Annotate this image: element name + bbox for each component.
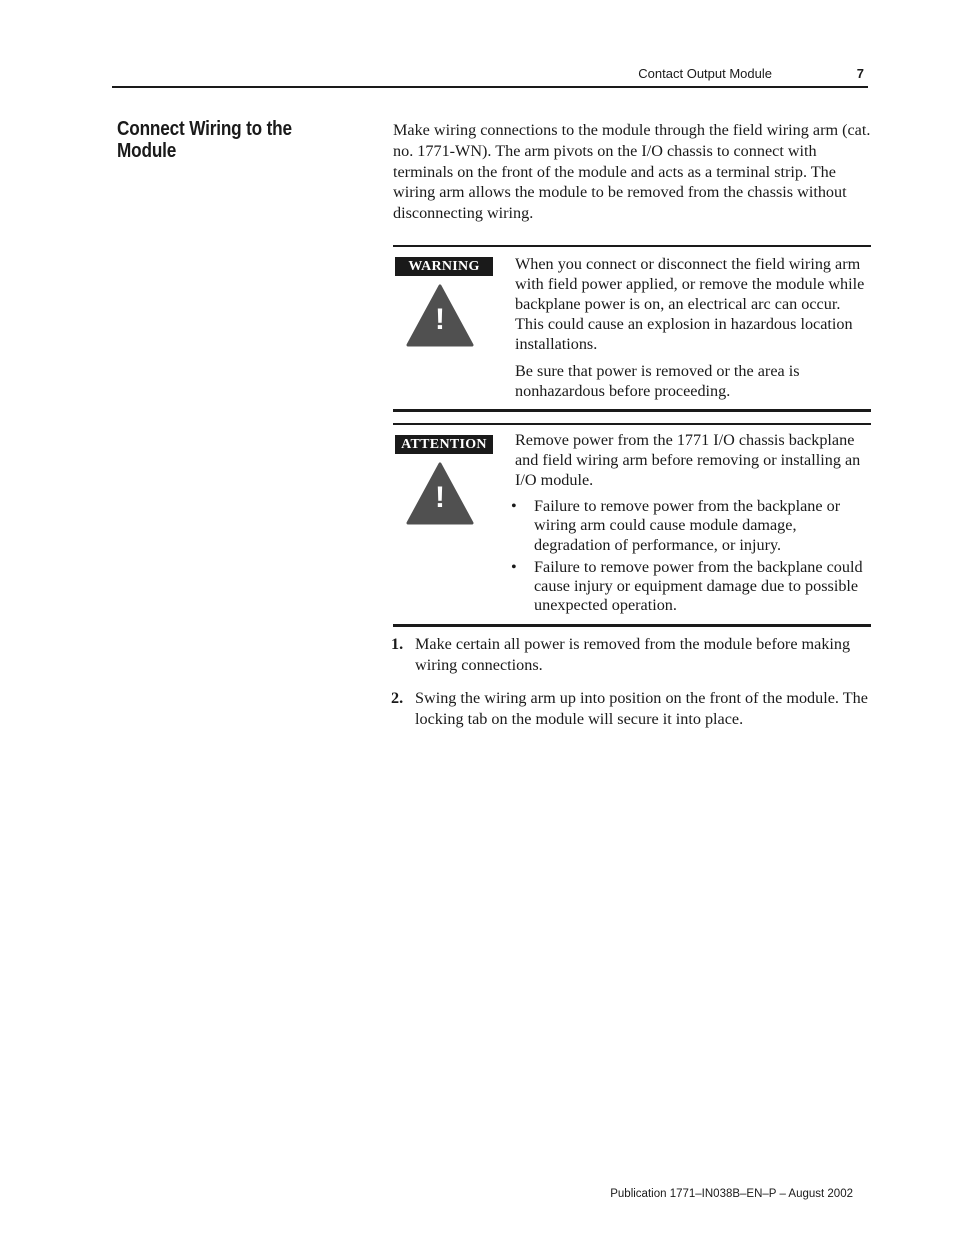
warning-text — [515, 254, 871, 401]
section-heading: Connect Wiring to the Module — [117, 118, 292, 162]
step-1 — [391, 634, 871, 676]
step-number: 1. — [391, 635, 404, 653]
attention-label: ATTENTION — [395, 435, 493, 454]
bullet-text: Failure to remove power from the backplane could cause injury or equipment damage due to possible unexpected operation. — [534, 557, 863, 615]
warning-label: WARNING — [395, 257, 493, 276]
bullet-icon: • — [511, 497, 517, 515]
warning-triangle-icon — [406, 461, 474, 525]
header-rule — [112, 86, 868, 88]
attention-bullet-list — [511, 497, 871, 616]
warning-bottom-rule — [393, 409, 871, 412]
list-item — [511, 497, 871, 555]
attention-bottom-rule — [393, 624, 871, 627]
attention-paragraph-1: Remove power from the 1771 I/O chassis backplane and field wiring arm before removing or installing an I/O module. — [515, 431, 861, 489]
warning-paragraph-1: When you connect or disconnect the field wiring arm with field power applied, or remove the module while backplane power is on, an electrical arc can occur. This could cause an explosion in hazardous location installations. — [515, 255, 865, 353]
publication-footer: Publication 1771–IN038B–EN–P – August 2002 — [610, 1188, 853, 1200]
step-text: Swing the wiring arm up into position on the front of the module. The locking tab on the module will secure it into place. — [415, 689, 868, 728]
intro-paragraph: Make wiring connections to the module through the field wiring arm (cat. no. 1771-WN). The arm pivots on the I/O chassis to connect with terminals on the front of the module and acts as a terminal strip. The wiring arm allows the module to be removed from the chassis without disconnecting wiring. — [393, 121, 871, 223]
bullet-icon: • — [511, 557, 517, 576]
svg-text:!: ! — [435, 303, 445, 336]
page-number: 7 — [856, 66, 864, 81]
svg-text:!: ! — [435, 481, 445, 514]
bullet-text: Failure to remove power from the backplane or wiring arm could cause module damage, degradation of performance, or injury. — [534, 497, 841, 554]
attention-top-rule — [393, 423, 871, 425]
step-2 — [391, 688, 871, 730]
step-text: Make certain all power is removed from the module before making wiring connections. — [415, 635, 851, 674]
step-number: 2. — [391, 689, 404, 707]
warning-paragraph-2: Be sure that power is removed or the area is nonhazardous before proceeding. — [515, 362, 800, 400]
running-header-title: Contact Output Module — [638, 66, 772, 81]
warning-triangle-icon — [406, 283, 474, 347]
warning-top-rule — [393, 245, 871, 247]
list-item — [511, 558, 871, 616]
